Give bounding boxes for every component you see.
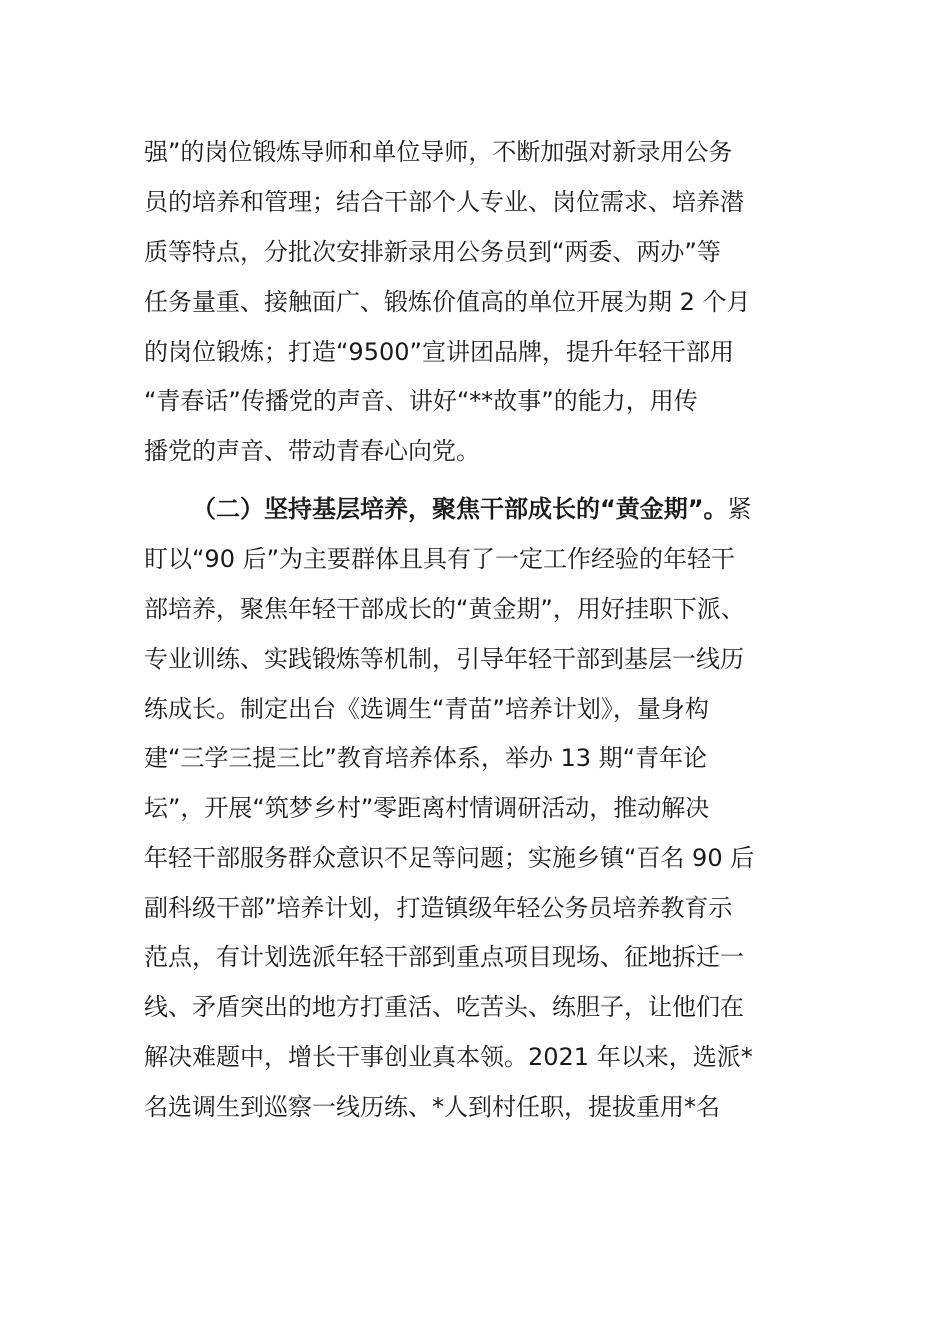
section-heading: （二）坚持基层培养，聚焦干部成长的“黄金期”。 (192, 495, 728, 523)
paragraph-line: 员的培养和管理；结合干部个人专业、岗位需求、培养潜 (144, 188, 744, 216)
paragraph-line: 的岗位锻炼；打造“9500”宣讲团品牌，提升年轻干部用 (144, 338, 734, 366)
paragraph-line: 练成长。制定出台《选调生“青苗”培养计划》，量身构 (144, 695, 709, 723)
paragraph-line: 年轻干部服务群众意识不足等问题；实施乡镇“百名 90 后 (144, 844, 755, 872)
section-heading-line (192, 493, 752, 525)
paragraph-line: 坛”，开展“筑梦乡村”零距离村情调研活动，推动解决 (144, 794, 710, 822)
heading-line-continuation: 紧 (727, 495, 752, 523)
paragraph-line: 副科级干部”培养计划，打造镇级年轻公务员培养教育示 (144, 894, 733, 922)
paragraph-line: 质等特点，分批次安排新录用公务员到“两委、两办”等 (144, 238, 721, 266)
paragraph-line: 盯以“90 后”为主要群体且具有了一定工作经验的年轻干 (144, 545, 736, 573)
paragraph-line: 任务量重、接触面广、锻炼价值高的单位开展为期 2 个月 (144, 288, 751, 316)
paragraph-line: 专业训练、实践锻炼等机制，引导年轻干部到基层一线历 (144, 645, 744, 673)
paragraph-line: 范点，有计划选派年轻干部到重点项目现场、征地拆迁一 (144, 943, 744, 971)
paragraph-line: 播党的声音、带动青春心向党。 (144, 437, 480, 465)
paragraph-line: 线、矛盾突出的地方打重活、吃苦头、练胆子，让他们在 (144, 993, 744, 1021)
paragraph-line: “青春话”传播党的声音、讲好“**故事”的能力，用传 (144, 387, 698, 415)
paragraph-line: 名选调生到巡察一线历练、*人到村任职，提拔重用*名 (144, 1093, 720, 1121)
paragraph-line: 部培养，聚焦年轻干部成长的“黄金期”，用好挂职下派、 (144, 595, 745, 623)
paragraph-line: 建“三学三提三比”教育培养体系，举办 13 期“青年论 (144, 744, 708, 772)
paragraph-line: 解决难题中，增长干事创业真本领。2021 年以来，选派* (144, 1043, 753, 1071)
paragraph-line: 强”的岗位锻炼导师和单位导师，不断加强对新录用公务 (144, 138, 733, 166)
